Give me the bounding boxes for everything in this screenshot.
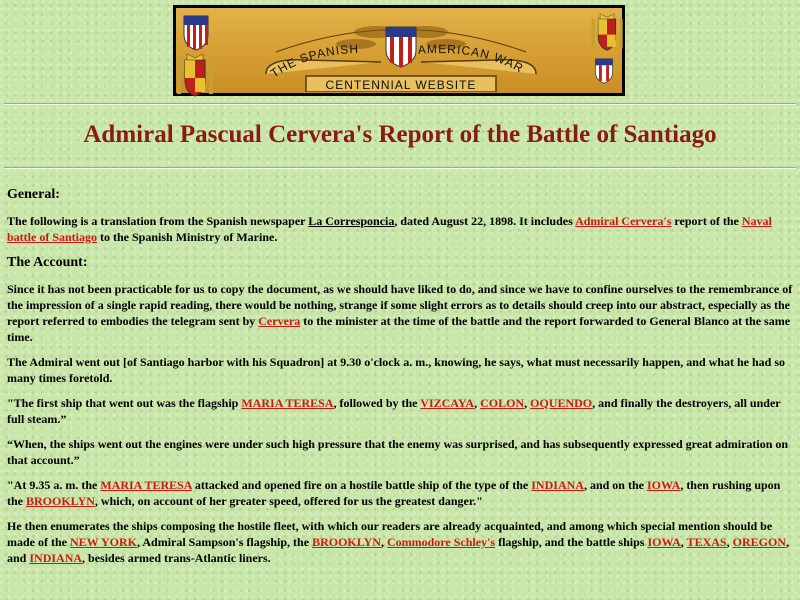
- link-texas[interactable]: TEXAS: [686, 535, 727, 549]
- text-span: ,: [680, 535, 687, 549]
- link-colon[interactable]: COLON: [480, 396, 525, 410]
- newspaper-name: La Corresponcia: [308, 214, 395, 228]
- banner-title-art: [236, 12, 566, 92]
- article-body: [7, 186, 793, 575]
- link-indiana[interactable]: INDIANA: [29, 551, 83, 565]
- text-span: The following is a translation from the Spanish newspaper: [7, 214, 309, 228]
- link-iowa[interactable]: IOWA: [647, 535, 681, 549]
- text-span: ,: [726, 535, 733, 549]
- link-commodore-schley[interactable]: Commodore Schley's: [386, 535, 496, 549]
- link-oregon[interactable]: OREGON: [732, 535, 786, 549]
- paragraph-account-1: [7, 281, 793, 345]
- paragraph-account-4: “When, the ships went out the engines were under such high pressure that the enemy was surprised, and has subsequently expressed great admiration on that account.”: [7, 437, 789, 467]
- text-span: He then enumerates the ships composing the hostile fleet, with which our readers are already acquainted, and among which special mention should be made of the: [7, 519, 773, 549]
- link-iowa[interactable]: IOWA: [646, 478, 681, 492]
- divider: [4, 167, 796, 169]
- link-naval-battle[interactable]: Naval battle of Santiago: [7, 214, 772, 244]
- spanish-coat-of-arms-icon: [588, 12, 626, 52]
- paragraph-account-3: [7, 395, 793, 427]
- text-span: , which, on account of her greater speed, offered for us the greatest danger.": [94, 494, 483, 508]
- spanish-crest-icon: [594, 56, 614, 86]
- text-span: , besides armed trans-Atlantic liners.: [82, 551, 271, 565]
- text-span: , and finally the destroyers, all under full steam.”: [7, 396, 781, 426]
- banner-line-2: AMERICAN WAR: [417, 41, 527, 76]
- text-span: to the minister at the time of the battle and the report forwarded to General Blanco at the same time.: [7, 314, 791, 344]
- text-span: "At 9.35 a. m. the: [7, 478, 101, 492]
- text-span: ,: [524, 396, 531, 410]
- text-span: , Admiral Sampson's flagship, the: [137, 535, 313, 549]
- section-heading-general: General:: [7, 187, 60, 202]
- text-span: , and on the: [583, 478, 647, 492]
- banner-line-1: THE SPANISH: [267, 41, 360, 81]
- text-span: ,: [474, 396, 481, 410]
- text-span: to the Spanish Ministry of Marine.: [97, 230, 278, 244]
- paragraph-account-5: [7, 477, 793, 509]
- text-span: flagship, and the battle ships: [495, 535, 648, 549]
- link-brooklyn[interactable]: BROOKLYN: [312, 535, 381, 549]
- text-span: , and: [7, 535, 789, 565]
- text-span: attacked and opened fire on a hostile battle ship of the type of the: [191, 478, 532, 492]
- link-admiral-cervera[interactable]: Admiral Cervera's: [575, 214, 672, 228]
- link-brooklyn[interactable]: BROOKLYN: [26, 494, 95, 508]
- link-oquendo[interactable]: OQUENDO: [530, 396, 593, 410]
- link-maria-teresa[interactable]: MARIA TERESA: [100, 478, 192, 492]
- text-span: ,: [380, 535, 387, 549]
- link-vizcaya[interactable]: VIZCAYA: [420, 396, 475, 410]
- link-maria-teresa[interactable]: MARIA TERESA: [241, 396, 334, 410]
- paragraph-account-2: The Admiral went out [of Santiago harbor with his Squadron] at 9.30 o'clock a. m., knowing, he says, what must necessarily happen, and what he had so many times foretold.: [7, 355, 786, 385]
- link-indiana[interactable]: INDIANA: [531, 478, 584, 492]
- text-span: , then rushing upon the: [7, 478, 781, 508]
- text-span: Since it has not been practicable for us to copy the document, as we should have liked to do, and since we have to confine ourselves to the remembrance of the impression of a single rapid reading, there would be nothing, strange if some slight errors as to details should creep into our abstract, especially as the report referred to embodies the telegram sent by: [7, 282, 793, 328]
- centennial-banner: [173, 5, 625, 96]
- link-new-york[interactable]: NEW YORK: [70, 535, 138, 549]
- page-title: Admiral Pascual Cervera's Report of the Battle of Santiago: [83, 121, 717, 148]
- paragraph-general: [7, 213, 793, 245]
- text-span: , followed by the: [333, 396, 421, 410]
- spanish-coat-of-arms-icon: [175, 52, 215, 98]
- divider: [4, 103, 796, 105]
- text-span: "The first ship that went out was the flagship: [7, 396, 242, 410]
- us-shield-icon: [182, 14, 210, 52]
- header-banner-area: [0, 0, 800, 100]
- text-span: report of the: [671, 214, 742, 228]
- banner-line-3: CENTENNIAL WEBSITE: [325, 78, 477, 92]
- paragraph-account-6: [7, 518, 793, 566]
- link-cervera[interactable]: Cervera: [258, 314, 301, 328]
- section-heading-account: The Account:: [7, 255, 88, 270]
- text-span: , dated August 22, 1898. It includes: [394, 214, 576, 228]
